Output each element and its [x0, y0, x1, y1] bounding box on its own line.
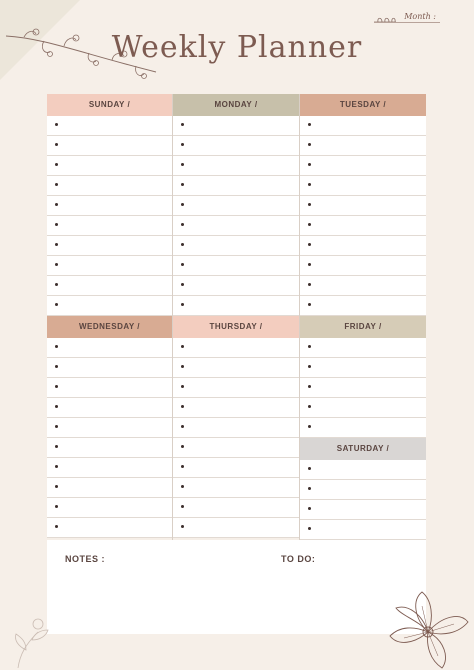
- notes-panel[interactable]: [47, 540, 426, 634]
- bullet-icon: [308, 303, 311, 306]
- bullet-icon: [55, 303, 58, 306]
- day-header-thursday: THURSDAY /: [173, 316, 299, 338]
- thursday-entry-line[interactable]: [173, 478, 299, 498]
- tuesday-entry-line[interactable]: [300, 276, 426, 296]
- bullet-icon: [308, 163, 311, 166]
- tuesday-entry-line[interactable]: [300, 216, 426, 236]
- friday-entry-line[interactable]: [300, 358, 426, 378]
- bullet-icon: [181, 345, 184, 348]
- wednesday-entry-line[interactable]: [47, 398, 172, 418]
- notes-label: NOTES :: [65, 554, 106, 564]
- day-header-tuesday: TUESDAY /: [300, 94, 426, 116]
- day-header-wednesday: WEDNESDAY /: [47, 316, 172, 338]
- bullet-icon: [308, 365, 311, 368]
- bullet-icon: [308, 243, 311, 246]
- day-header-sunday: SUNDAY /: [47, 94, 172, 116]
- wednesday-entry-line[interactable]: [47, 458, 172, 478]
- wednesday-entry-line[interactable]: [47, 518, 172, 538]
- bullet-icon: [55, 485, 58, 488]
- sunday-entry-line[interactable]: [47, 176, 172, 196]
- month-label: Month :: [404, 12, 436, 21]
- small-flower-icon: [4, 610, 54, 668]
- tuesday-entry-line[interactable]: [300, 136, 426, 156]
- sunday-entry-line[interactable]: [47, 256, 172, 276]
- bullet-icon: [181, 505, 184, 508]
- bullet-icon: [181, 283, 184, 286]
- large-flower-icon: [388, 588, 474, 670]
- monday-entry-line[interactable]: [173, 136, 299, 156]
- day-header-saturday: SATURDAY /: [300, 438, 426, 460]
- thursday-entry-line[interactable]: [173, 378, 299, 398]
- todo-label: TO DO:: [281, 554, 316, 564]
- wednesday-entry-line[interactable]: [47, 418, 172, 438]
- sunday-entry-line[interactable]: [47, 216, 172, 236]
- bullet-icon: [55, 445, 58, 448]
- bullet-icon: [55, 385, 58, 388]
- sunday-entry-line[interactable]: [47, 236, 172, 256]
- bullet-icon: [55, 525, 58, 528]
- bullet-icon: [55, 405, 58, 408]
- sunday-entry-line[interactable]: [47, 196, 172, 216]
- sunday-entry-line[interactable]: [47, 296, 172, 316]
- bullet-icon: [55, 123, 58, 126]
- bullet-icon: [55, 505, 58, 508]
- wednesday-entry-line[interactable]: [47, 438, 172, 458]
- sunday-entry-line[interactable]: [47, 276, 172, 296]
- sunday-entry-line[interactable]: [47, 136, 172, 156]
- thursday-entry-line[interactable]: [173, 418, 299, 438]
- bullet-icon: [181, 183, 184, 186]
- bullet-icon: [181, 425, 184, 428]
- tuesday-entry-line[interactable]: [300, 296, 426, 316]
- bullet-icon: [55, 203, 58, 206]
- thursday-entry-line[interactable]: [173, 438, 299, 458]
- monday-entry-line[interactable]: [173, 256, 299, 276]
- tuesday-entry-line[interactable]: [300, 236, 426, 256]
- bullet-icon: [308, 203, 311, 206]
- tuesday-entry-line[interactable]: [300, 156, 426, 176]
- wednesday-entry-line[interactable]: [47, 498, 172, 518]
- thursday-entry-line[interactable]: [173, 398, 299, 418]
- bullet-icon: [308, 487, 311, 490]
- bullet-icon: [55, 163, 58, 166]
- bullet-icon: [181, 525, 184, 528]
- bullet-icon: [181, 465, 184, 468]
- bullet-icon: [55, 143, 58, 146]
- bullet-icon: [181, 485, 184, 488]
- bullet-icon: [55, 425, 58, 428]
- bullet-icon: [308, 467, 311, 470]
- tuesday-entry-line[interactable]: [300, 256, 426, 276]
- thursday-entry-line[interactable]: [173, 458, 299, 478]
- saturday-entry-line[interactable]: [300, 460, 426, 480]
- wednesday-entry-line[interactable]: [47, 378, 172, 398]
- bullet-icon: [308, 425, 311, 428]
- saturday-entry-line[interactable]: [300, 500, 426, 520]
- bullet-icon: [55, 283, 58, 286]
- thursday-entry-line[interactable]: [173, 358, 299, 378]
- tuesday-entry-line[interactable]: [300, 196, 426, 216]
- monday-entry-line[interactable]: [173, 116, 299, 136]
- bullet-icon: [181, 143, 184, 146]
- day-header-friday: FRIDAY /: [300, 316, 426, 338]
- monday-entry-line[interactable]: [173, 156, 299, 176]
- bullet-icon: [181, 223, 184, 226]
- monday-entry-line[interactable]: [173, 296, 299, 316]
- monday-entry-line[interactable]: [173, 196, 299, 216]
- bullet-icon: [308, 283, 311, 286]
- bullet-icon: [55, 365, 58, 368]
- bullet-icon: [55, 465, 58, 468]
- column-middle: [173, 94, 300, 540]
- bullet-icon: [181, 365, 184, 368]
- friday-entry-line[interactable]: [300, 338, 426, 358]
- bullet-icon: [308, 527, 311, 530]
- bullet-icon: [55, 183, 58, 186]
- tuesday-entry-line[interactable]: [300, 176, 426, 196]
- bullet-icon: [181, 405, 184, 408]
- saturday-entry-line[interactable]: [300, 480, 426, 500]
- bullet-icon: [181, 263, 184, 266]
- wednesday-entry-line[interactable]: [47, 338, 172, 358]
- bullet-icon: [308, 223, 311, 226]
- wednesday-entry-line[interactable]: [47, 358, 172, 378]
- bullet-icon: [308, 263, 311, 266]
- friday-entry-line[interactable]: [300, 418, 426, 438]
- sunday-lines: [47, 116, 172, 316]
- monday-lines: [173, 116, 299, 316]
- bullet-icon: [181, 243, 184, 246]
- month-underline: [374, 22, 440, 23]
- tuesday-entry-line[interactable]: [300, 116, 426, 136]
- page-title: Weekly Planner: [111, 30, 363, 65]
- bullet-icon: [308, 143, 311, 146]
- saturday-lines: [300, 460, 426, 540]
- bullet-icon: [308, 183, 311, 186]
- thursday-entry-line[interactable]: [173, 518, 299, 538]
- bullet-icon: [181, 385, 184, 388]
- saturday-entry-line[interactable]: [300, 520, 426, 540]
- bullet-icon: [308, 507, 311, 510]
- monday-entry-line[interactable]: [173, 236, 299, 256]
- monday-entry-line[interactable]: [173, 176, 299, 196]
- planner-grid: [47, 94, 426, 540]
- wednesday-lines: [47, 338, 172, 538]
- bullet-icon: [55, 263, 58, 266]
- sunday-entry-line[interactable]: [47, 116, 172, 136]
- bullet-icon: [308, 405, 311, 408]
- bullet-icon: [55, 223, 58, 226]
- leaf-sprig-icon: [373, 14, 397, 28]
- bullet-icon: [181, 203, 184, 206]
- bullet-icon: [308, 345, 311, 348]
- sunday-entry-line[interactable]: [47, 156, 172, 176]
- bullet-icon: [308, 385, 311, 388]
- bullet-icon: [55, 345, 58, 348]
- bullet-icon: [181, 123, 184, 126]
- bullet-icon: [181, 303, 184, 306]
- bullet-icon: [55, 243, 58, 246]
- day-header-monday: MONDAY /: [173, 94, 299, 116]
- thursday-entry-line[interactable]: [173, 338, 299, 358]
- friday-entry-line[interactable]: [300, 398, 426, 418]
- friday-entry-line[interactable]: [300, 378, 426, 398]
- wednesday-entry-line[interactable]: [47, 478, 172, 498]
- thursday-lines: [173, 338, 299, 538]
- bullet-icon: [181, 445, 184, 448]
- tuesday-lines: [300, 116, 426, 316]
- bullet-icon: [181, 163, 184, 166]
- monday-entry-line[interactable]: [173, 216, 299, 236]
- friday-lines: [300, 338, 426, 438]
- monday-entry-line[interactable]: [173, 276, 299, 296]
- column-right: [300, 94, 426, 540]
- column-left: [47, 94, 173, 540]
- bullet-icon: [308, 123, 311, 126]
- thursday-entry-line[interactable]: [173, 498, 299, 518]
